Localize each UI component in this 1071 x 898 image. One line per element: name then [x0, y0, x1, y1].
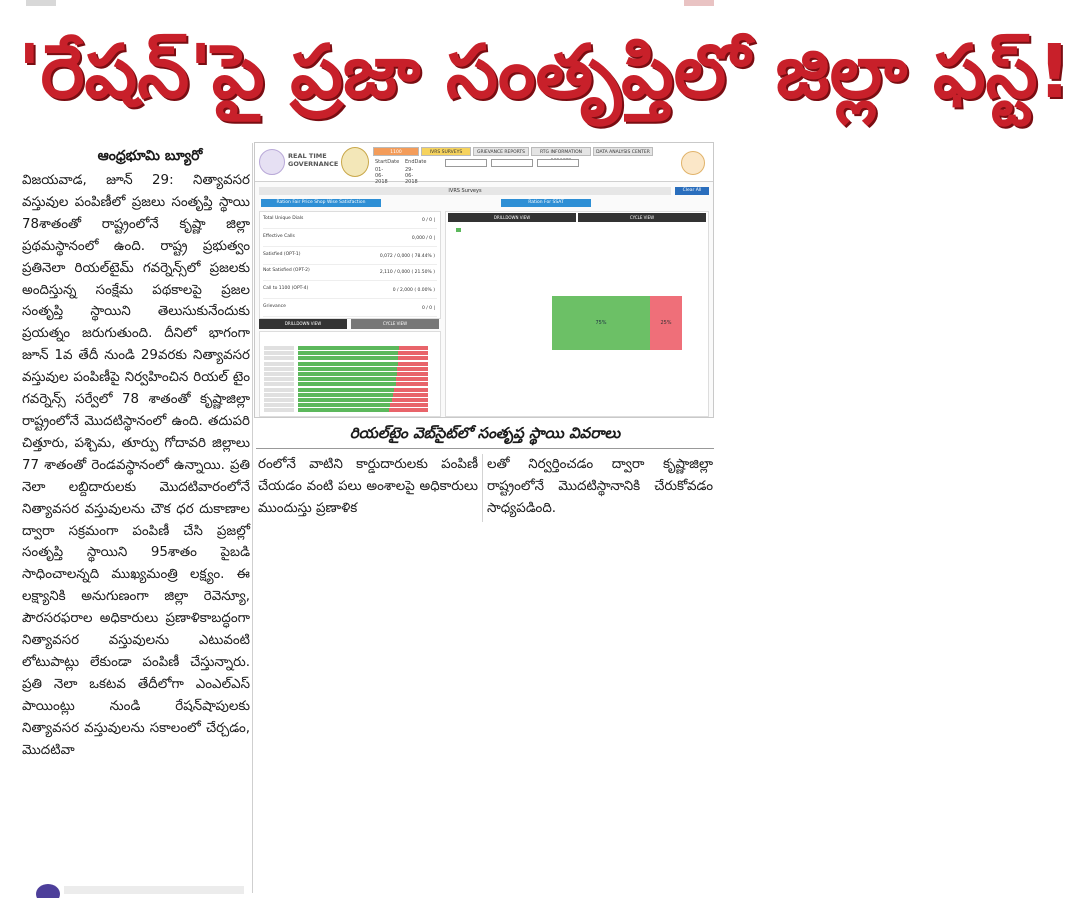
district-name-placeholder	[264, 377, 294, 381]
district-satisfied-bar	[298, 403, 390, 407]
drilldown-view-tab-right[interactable]: DRILLDOWN VIEW	[448, 213, 576, 222]
stat-value: 0 / 0 |	[421, 306, 435, 311]
district-name-placeholder	[264, 346, 294, 350]
end-date-value[interactable]: 29-06-2018	[405, 167, 418, 185]
stat-value: 0 / 2,000 ( 0.00% )	[392, 288, 435, 293]
start-date-label: StartDate	[375, 159, 400, 165]
district-not-satisfied-bar	[397, 372, 428, 376]
district-satisfied-bar	[298, 351, 398, 355]
district-not-satisfied-bar	[397, 367, 428, 371]
district-satisfied-bar	[298, 388, 394, 392]
article-body-right: లతో నిర్వర్తించడం ద్వారా కృష్ణాజిల్లా రాష్ట్రంలోనే మొదటిస్థానానికి చేరుకోవడం సాధ్యపడింది.	[487, 457, 713, 516]
end-date-label: EndDate	[405, 159, 427, 165]
district-name-placeholder	[264, 388, 294, 392]
district-not-satisfied-bar	[398, 351, 428, 355]
survey-stats-panel	[259, 211, 441, 319]
bottom-ad-graphic	[20, 874, 250, 894]
filter-select-3[interactable]	[537, 159, 579, 167]
district-not-satisfied-bar	[390, 403, 428, 407]
rtg-website-screenshot	[254, 142, 714, 418]
district-name-placeholder	[264, 367, 294, 371]
district-not-satisfied-bar	[396, 377, 429, 381]
district-bar-row	[264, 351, 434, 355]
district-name-placeholder	[264, 398, 294, 402]
district-bar-row	[264, 346, 434, 350]
district-bar-row	[264, 393, 434, 397]
district-bar-row	[264, 362, 434, 366]
not-satisfied-bar: 25%	[650, 296, 682, 350]
district-not-satisfied-bar	[392, 398, 428, 402]
district-name-placeholder	[264, 351, 294, 355]
district-not-satisfied-bar	[399, 346, 428, 350]
drilldown-view-tab[interactable]: DRILLDOWN VIEW	[259, 319, 347, 329]
section-title: IVRS Surveys	[259, 187, 671, 195]
district-name-placeholder	[264, 356, 294, 360]
column-divider-bottom	[482, 454, 483, 522]
stat-row	[263, 234, 437, 247]
district-not-satisfied-bar	[396, 382, 429, 386]
district-name-placeholder	[264, 403, 294, 407]
ration-shop-button[interactable]: Ration Fair Price Shop Wise Satisfaction	[261, 199, 381, 207]
district-satisfied-bar	[298, 356, 398, 360]
district-bar-row	[264, 388, 434, 392]
district-name-placeholder	[264, 393, 294, 397]
tab-grievance[interactable]: GRIEVANCE REPORTS	[473, 147, 529, 156]
stat-value: 0,000 / 0 |	[411, 236, 435, 241]
rtg-logo-icon	[259, 149, 285, 175]
district-satisfied-bar	[298, 367, 397, 371]
stat-label: Total Unique Dials	[263, 216, 304, 221]
ration-ssat-button[interactable]: Ration For SSAT	[501, 199, 591, 207]
article-body-left: విజయవాడ, జూన్ 29: నిత్యావసర వస్తువుల పంపిణీలో ప్రజలు సంతృప్తి స్థాయి 78శాతంతో రాష్ట్రంలోనే కృష్ణా జిల్లా ప్రథమస్థానంలో ఉంది. రాష్ట్ర ప్రభుత్వం ప్రతినెలా రియల్‌టైమ్ గవర్నెన్స్‌లో ప్రజలకు అందిస్తున్న సంక్షేమ పథకాలపై ప్రజల సంతృప్తి స్థాయిని తెలుసుకునేందుకు ప్రయత్నం జరుగుతుంది. దీనిలో భాగంగా జూన్ 1వ తేదీ నుండి 29వరకు నిత్యావసర వస్తువుల పంపిణీపై నిర్వహించిన రియల్ టైం గవర్నెన్స్ సర్వేలో 78 శాతంతో కృష్ణాజిల్లా రాష్ట్రంలోనే మొదటిస్థానంలో ఉంది. తదుపరి చిత్తూరు, పశ్చిమ, తూర్పు గోదావరి జిల్లాలు 77 శాతంతో రెండవస్థానంలో ఉన్నాయి. ప్రతి నెలా లబ్దిదారులకు మొదటివారంలోనే నిత్యావసర వస్తువులను చౌక ధర దుకాణాల ద్వారా సక్రమంగా పంపిణీ చేసి ప్రజల్లో సంతృప్తి స్థాయిని 95శాతం పైబడి సాధించాలన్నది ముఖ్యమంత్రి లక్ష్యం. ఈ లక్ష్యానికి అనుగుణంగా జిల్లా రెవెన్యూ, పౌరసరఫరాల అధికారులు ప్రణాళికాబద్ధంగా నిత్యావసర వస్తువులను ఎటువంటి లోటుపాట్లు లేకుండా పంపిణీ చేస్తున్నారు. ప్రతి నెలా ఒకటవ తేదీలోగా ఎంఎల్ఎస్ పాయింట్లు నుండి రేషన్‌షాపులకు నిత్యావసర వస్తువులను సకాలంలో చేర్చడం, మొదటివా	[22, 173, 250, 758]
cycle-view-tab[interactable]: CYCLE VIEW	[351, 319, 439, 329]
partner-logo-icon	[681, 151, 705, 175]
column-divider	[252, 143, 253, 893]
district-satisfied-bar	[298, 372, 397, 376]
district-not-satisfied-bar	[389, 408, 428, 412]
stat-label: Call to 1100 (OPT-4)	[263, 286, 309, 291]
stat-label: Effective Calls	[263, 234, 295, 239]
stat-label: Grievance	[263, 304, 286, 309]
stat-value: 0 / 0 |	[421, 218, 435, 223]
district-bar-row	[264, 398, 434, 402]
district-bar-row	[264, 356, 434, 360]
state-emblem-icon	[341, 147, 369, 177]
stat-row	[263, 304, 437, 317]
district-bar-row	[264, 403, 434, 407]
rtg-brand-name: REAL TIME GOVERNANCE	[288, 152, 339, 168]
start-date-value[interactable]: 01-06-2018	[375, 167, 388, 185]
summary-panel	[445, 211, 709, 417]
district-bar-row	[264, 377, 434, 381]
district-name-placeholder	[264, 372, 294, 376]
district-satisfaction-chart	[259, 331, 441, 417]
stat-label: Satisfied (OPT-1)	[263, 252, 301, 257]
stat-row	[263, 286, 437, 299]
filter-select-1[interactable]	[445, 159, 487, 167]
district-not-satisfied-bar	[394, 388, 428, 392]
district-name-placeholder	[264, 382, 294, 386]
tab-rtg-info[interactable]: RTG INFORMATION	[531, 147, 591, 156]
tab-ivrs[interactable]: IVRS SURVEYS	[421, 147, 471, 156]
district-name-placeholder	[264, 362, 294, 366]
district-satisfied-bar	[298, 362, 398, 366]
district-satisfied-bar	[298, 382, 396, 386]
district-bar-row	[264, 408, 434, 412]
cycle-view-tab-right[interactable]: CYCLE VIEW	[578, 213, 706, 222]
article-column-right	[487, 454, 713, 520]
stat-value: 2,110 / 0,000 ( 21.50% )	[379, 270, 435, 275]
view-tabs-right	[448, 213, 706, 222]
stat-value: 0,072 / 0,000 ( 78.44% )	[379, 254, 435, 259]
stat-row	[263, 216, 437, 229]
legend-swatch	[456, 228, 461, 232]
stat-row	[263, 252, 437, 265]
district-bar-row	[264, 382, 434, 386]
caption-rule	[256, 448, 714, 449]
satisfied-bar: 75%	[552, 296, 650, 350]
article-column-mid	[258, 454, 478, 520]
district-satisfied-bar	[298, 346, 399, 350]
headline-block	[18, 4, 1071, 140]
district-bar-row	[264, 372, 434, 376]
view-tabs-left	[259, 319, 441, 329]
tab-data-analysis[interactable]: DATA ANALYSIS CENTER	[593, 147, 653, 156]
district-not-satisfied-bar	[398, 356, 428, 360]
district-satisfied-bar	[298, 377, 396, 381]
tab-1100[interactable]: 1100	[373, 147, 419, 156]
image-caption: రియల్‌టైం వెబ్‌సైట్‌లో సంతృప్త స్థాయి వివరాలు	[349, 424, 621, 442]
article-column-left	[22, 170, 250, 761]
district-satisfied-bar	[298, 408, 389, 412]
byline: ఆంధ్రభూమి బ్యూరో	[97, 148, 203, 164]
headline: 'రేషన్'పై ప్రజా సంతృప్తిలో జిల్లా ఫస్ట్!	[18, 29, 1071, 115]
district-satisfied-bar	[298, 393, 393, 397]
district-not-satisfied-bar	[398, 362, 428, 366]
filter-select-2[interactable]	[491, 159, 533, 167]
clear-all-button[interactable]: Clear All	[675, 187, 709, 195]
stat-row	[263, 268, 437, 281]
rtg-header	[255, 143, 713, 185]
district-satisfied-bar	[298, 398, 392, 402]
bottom-ad-icon	[20, 874, 250, 894]
district-not-satisfied-bar	[393, 393, 428, 397]
article-body-mid: రంలోనే వాటిని కార్డుదారులకు పంపిణీ చేయడం వంటి పలు అంశాలపై అధికారులు ముందుస్తు ప్రణాళిక	[258, 457, 478, 516]
chart-legend	[456, 228, 461, 234]
stat-label: Not Satisfied (OPT-2)	[263, 268, 310, 273]
district-name-placeholder	[264, 408, 294, 412]
district-bar-row	[264, 367, 434, 371]
